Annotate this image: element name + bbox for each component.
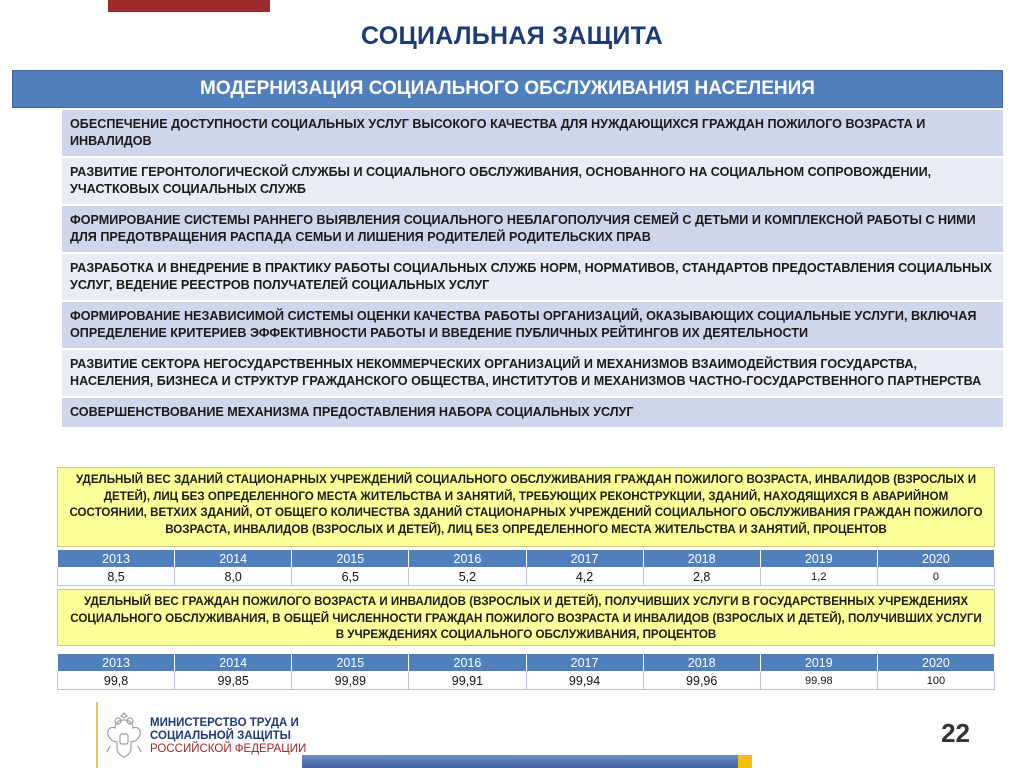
- list-item: РАЗВИТИЕ ГЕРОНТОЛОГИЧЕСКОЙ СЛУЖБЫ И СОЦИАЛЬНОГО ОБСЛУЖИВАНИЯ, ОСНОВАННОГО НА СОЦИАЛЬНОМ СОПРОВОЖДЕНИИ, УЧАСТКОВЫХ СОЦИАЛЬНЫХ СЛУЖБ: [62, 158, 1003, 206]
- list-item: СОВЕРШЕНСТВОВАНИЕ МЕХАНИЗМА ПРЕДОСТАВЛЕНИЯ НАБОРА СОЦИАЛЬНЫХ УСЛУГ: [62, 398, 1003, 429]
- year-header: 2015: [292, 654, 409, 672]
- page-title: СОЦИАЛЬНАЯ ЗАЩИТА: [360, 22, 663, 50]
- value-cell: 2,8: [643, 568, 760, 586]
- russian-coat-of-arms-icon: [104, 712, 144, 760]
- value-cell: 1,2: [760, 568, 877, 586]
- year-header: 2019: [760, 654, 877, 672]
- table-row: [58, 568, 995, 586]
- list-item: ОБЕСПЕЧЕНИЕ ДОСТУПНОСТИ СОЦИАЛЬНЫХ УСЛУГ ВЫСОКОГО КАЧЕСТВА ДЛЯ НУЖДАЮЩИХСЯ ГРАЖДАН ПОЖИЛОГО ВОЗРАСТА И ИНВАЛИДОВ: [62, 110, 1003, 158]
- top-accent-bar: [108, 0, 270, 12]
- list-item: ФОРМИРОВАНИЕ НЕЗАВИСИМОЙ СИСТЕМЫ ОЦЕНКИ КАЧЕСТВА РАБОТЫ ОРГАНИЗАЦИЙ, ОКАЗЫВАЮЩИХ СОЦИАЛЬНЫЕ УСЛУГИ, ВКЛЮЧАЯ ОПРЕДЕЛЕНИЕ КРИТЕРИЕВ ЭФФЕКТИВНОСТИ РАБОТЫ И ВВЕДЕНИЕ ПУБЛИЧНЫХ РЕЙТИНГОВ ИХ ДЕЯТЕЛЬНОСТИ: [62, 302, 1003, 350]
- value-cell: 5,2: [409, 568, 526, 586]
- year-header: 2015: [292, 550, 409, 568]
- value-cell: 99,98: [760, 672, 877, 690]
- value-cell: 99,94: [526, 672, 643, 690]
- year-header: 2018: [643, 550, 760, 568]
- value-cell: 99,8: [58, 672, 175, 690]
- year-header: 2017: [526, 654, 643, 672]
- footer-divider: [96, 702, 98, 768]
- year-header: 2013: [58, 550, 175, 568]
- year-header: 2014: [175, 654, 292, 672]
- list-item: РАЗВИТИЕ СЕКТОРА НЕГОСУДАРСТВЕННЫХ НЕКОММЕРЧЕСКИХ ОРГАНИЗАЦИЙ И МЕХАНИЗМОВ ВЗАИМОДЕЙСТВИЯ ГОСУДАРСТВА, НАСЕЛЕНИЯ, БИЗНЕСА И СТРУКТУР ГРАЖДАНСКОГО ОБЩЕСТВА, ИНСТИТУТОВ И МЕХАНИЗМОВ ЧАСТНО-ГОСУДАРСТВЕННОГО ПАРТНЕРСТВА: [62, 350, 1003, 398]
- year-header: 2016: [409, 654, 526, 672]
- goals-list: [62, 110, 1003, 429]
- year-header: 2020: [877, 550, 994, 568]
- table-row: [58, 672, 995, 690]
- value-cell: 8,0: [175, 568, 292, 586]
- indicator2-description: УДЕЛЬНЫЙ ВЕС ГРАЖДАН ПОЖИЛОГО ВОЗРАСТА И ИНВАЛИДОВ (ВЗРОСЛЫХ И ДЕТЕЙ), ПОЛУЧИВШИХ УСЛУГИ В ГОСУДАРСТВЕННЫХ УЧРЕЖДЕНИЯХ СОЦИАЛЬНОГО ОБСЛУЖИВАНИЯ, В ОБЩЕЙ ЧИСЛЕННОСТИ ГРАЖДАН ПОЖИЛОГО ВОЗРАСТА И ИНВАЛИДОВ (ВЗРОСЛЫХ И ДЕТЕЙ), ПОЛУЧИВШИХ УСЛУГИ В УЧРЕЖДЕНИЯХ СОЦИАЛЬНОГО ОБСЛУЖИВАНИЯ, ПРОЦЕНТОВ: [57, 589, 995, 646]
- indicator1-description: УДЕЛЬНЫЙ ВЕС ЗДАНИЙ СТАЦИОНАРНЫХ УЧРЕЖДЕНИЙ СОЦИАЛЬНОГО ОБСЛУЖИВАНИЯ ГРАЖДАН ПОЖИЛОГО ВОЗРАСТА, ИНВАЛИДОВ (ВЗРОСЛЫХ И ДЕТЕЙ), ЛИЦ БЕЗ ОПРЕДЕЛЕННОГО МЕСТА ЖИТЕЛЬСТВА И ЗАНЯТИЙ, ТРЕБУЮЩИХ РЕКОНСТРУКЦИИ, ЗДАНИЙ, НАХОДЯЩИХСЯ В АВАРИЙНОМ СОСТОЯНИИ, ВЕТХИХ ЗДАНИЙ, ОТ ОБЩЕГО КОЛИЧЕСТВА ЗДАНИЙ СТАЦИОНАРНЫХ УЧРЕЖДЕНИЙ СОЦИАЛЬНОГО ОБСЛУЖИВАНИЯ ГРАЖДАН ПОЖИЛОГО ВОЗРАСТА, ИНВАЛИДОВ (ВЗРОСЛЫХ И ДЕТЕЙ), ЛИЦ БЕЗ ОПРЕДЕЛЕННОГО МЕСТА ЖИТЕЛЬСТВА И ЗАНЯТИЙ, ПРОЦЕНТОВ: [57, 467, 995, 547]
- year-header: 2013: [58, 654, 175, 672]
- year-header: 2020: [877, 654, 994, 672]
- value-cell: 8,5: [58, 568, 175, 586]
- footer-strip: [302, 755, 738, 768]
- year-header: 2014: [175, 550, 292, 568]
- ministry-line: МИНИСТЕРСТВО ТРУДА И: [150, 717, 299, 729]
- value-cell: 99,85: [175, 672, 292, 690]
- value-cell: 0: [877, 568, 994, 586]
- year-header: 2019: [760, 550, 877, 568]
- indicator1-table: [57, 549, 995, 586]
- value-cell: 99,96: [643, 672, 760, 690]
- ministry-line: РОССИЙСКОЙ ФЕДЕРАЦИИ: [150, 743, 307, 755]
- value-cell: 6,5: [292, 568, 409, 586]
- section-header: МОДЕРНИЗАЦИЯ СОЦИАЛЬНОГО ОБСЛУЖИВАНИЯ НАСЕЛЕНИЯ: [12, 70, 1003, 108]
- year-header: 2018: [643, 654, 760, 672]
- list-item: ФОРМИРОВАНИЕ СИСТЕМЫ РАННЕГО ВЫЯВЛЕНИЯ СОЦИАЛЬНОГО НЕБЛАГОПОЛУЧИЯ СЕМЕЙ С ДЕТЬМИ И КОМПЛЕКСНОЙ РАБОТЫ С НИМИ ДЛЯ ПРЕДОТВРАЩЕНИЯ РАСПАДА СЕМЬИ И ЛИШЕНИЯ РОДИТЕЛЕЙ РОДИТЕЛЬСКИХ ПРАВ: [62, 206, 1003, 254]
- ministry-name: [150, 717, 306, 756]
- indicator2-table: [57, 653, 995, 690]
- value-cell: 4,2: [526, 568, 643, 586]
- value-cell: 100: [877, 672, 994, 690]
- year-header: 2017: [526, 550, 643, 568]
- value-cell: 99,91: [409, 672, 526, 690]
- value-cell: 99,89: [292, 672, 409, 690]
- table-header-row: [58, 654, 995, 672]
- page-number: 22: [941, 718, 970, 748]
- year-header: 2016: [409, 550, 526, 568]
- footer-strip-accent: [738, 755, 752, 768]
- ministry-line: СОЦИАЛЬНОЙ ЗАЩИТЫ: [150, 730, 291, 742]
- table-header-row: [58, 550, 995, 568]
- list-item: РАЗРАБОТКА И ВНЕДРЕНИЕ В ПРАКТИКУ РАБОТЫ СОЦИАЛЬНЫХ СЛУЖБ НОРМ, НОРМАТИВОВ, СТАНДАРТОВ ПРЕДОСТАВЛЕНИЯ СОЦИАЛЬНЫХ УСЛУГ, ВЕДЕНИЕ РЕЕСТРОВ ПОЛУЧАТЕЛЕЙ СОЦИАЛЬНЫХ УСЛУГ: [62, 254, 1003, 302]
